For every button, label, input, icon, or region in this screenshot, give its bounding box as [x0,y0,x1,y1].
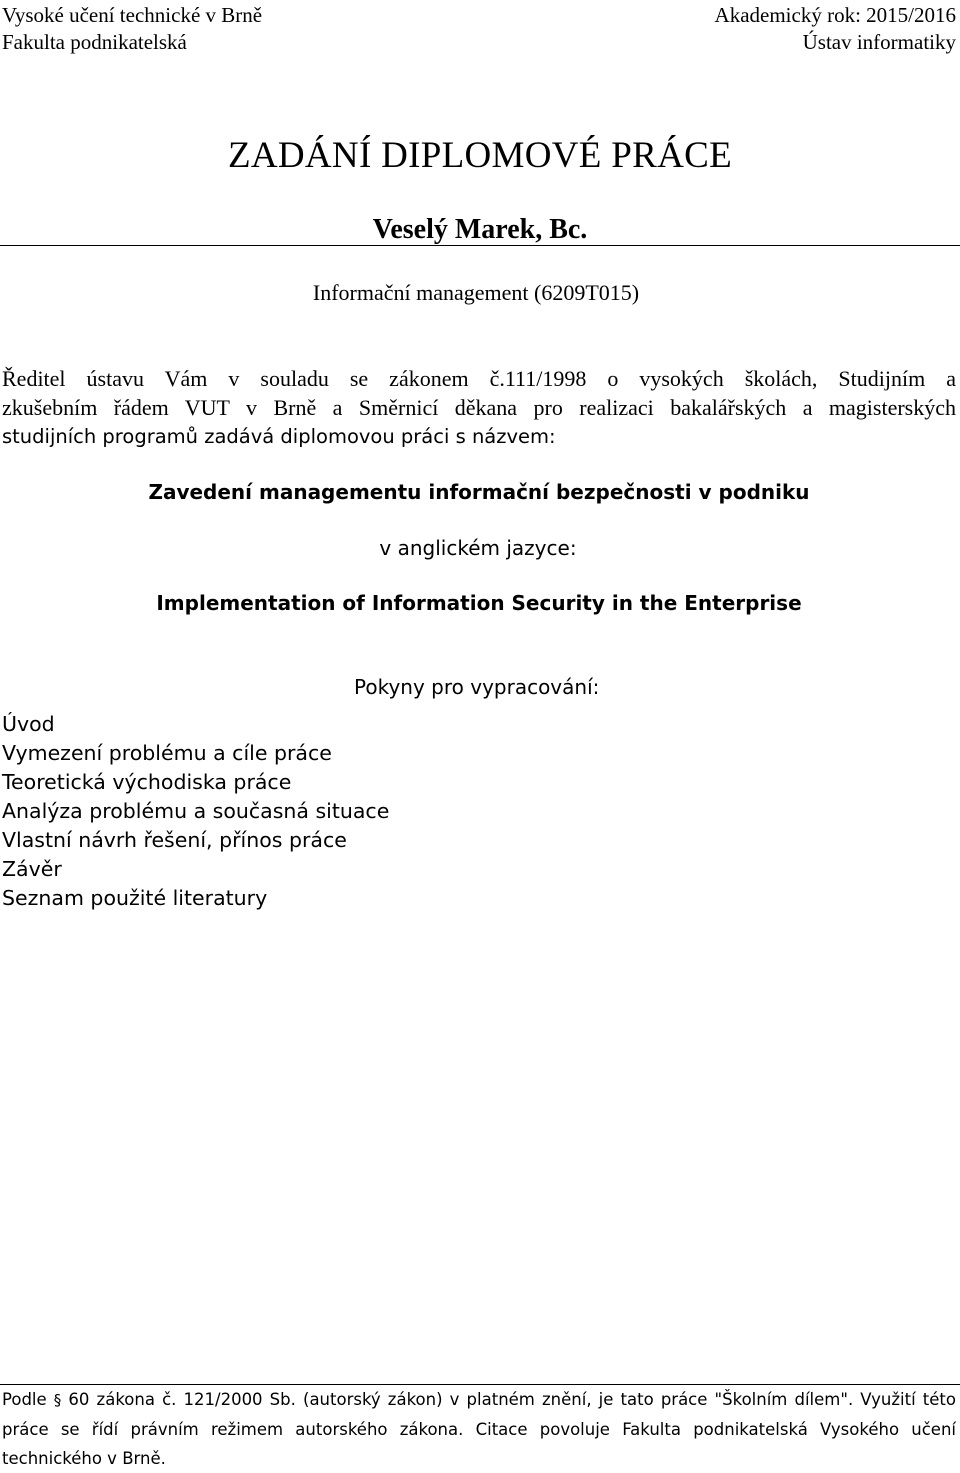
list-item: Teoretická východiska práce [2,770,292,794]
faculty-name: Fakulta podnikatelská [2,30,187,54]
university-name: Vysoké učení technické v Brně [2,3,263,27]
instructions-title: Pokyny pro vypracování: [354,675,600,699]
list-item: Vymezení problému a cíle práce [2,741,332,765]
intro-line: zkušebním řádem VUT v Brně a Směrnicí děkana pro realizaci bakalářských a magisterských [2,395,956,420]
copyright-notice [2,1385,956,1473]
department-name: Ústav informatiky [802,30,956,54]
student-divider [0,245,960,246]
student-name: Veselý Marek, Bc. [372,214,588,245]
academic-year: Akademický rok: 2015/2016 [714,3,956,27]
intro-line: Ředitel ústavu Vám v souladu se zákonem č.111/1998 o vysokých školách, Studijním a [2,366,956,391]
intro-line: studijních programů zadává diplomovou práci s názvem: [2,425,556,448]
section-sign: § [53,1391,62,1409]
list-item: Vlastní návrh řešení, přínos práce [2,828,347,852]
intro-paragraph [2,364,956,451]
english-label: v anglickém jazyce: [379,536,577,560]
list-item: Seznam použité literatury [2,886,268,910]
thesis-title-czech: Zavedení managementu informační bezpečnosti v podniku [148,480,810,504]
footer-text: 60 zákona č. 121/2000 Sb. (autorský zákon) v platném znění, je tato práce "Školním dílem". Využití této [61,1390,956,1409]
page-title: ZADÁNÍ DIPLOMOVÉ PRÁCE [227,135,733,176]
list-item: Závěr [2,857,62,881]
thesis-title-english: Implementation of Information Security in the Enterprise [156,591,802,615]
footer-line [2,1385,956,1415]
footer-line: práce se řídí právním režimem autorského zákona. Citace povoluje Fakulta podnikatelská Vysokého učení [2,1420,956,1439]
footer-text: Podle [2,1390,54,1409]
footer-line: technického v Brně. [2,1449,166,1468]
instructions-list [2,710,389,913]
list-item: Úvod [2,712,55,736]
field-of-study: Informační management (6209T015) [312,280,640,305]
list-item: Analýza problému a současná situace [2,799,390,823]
